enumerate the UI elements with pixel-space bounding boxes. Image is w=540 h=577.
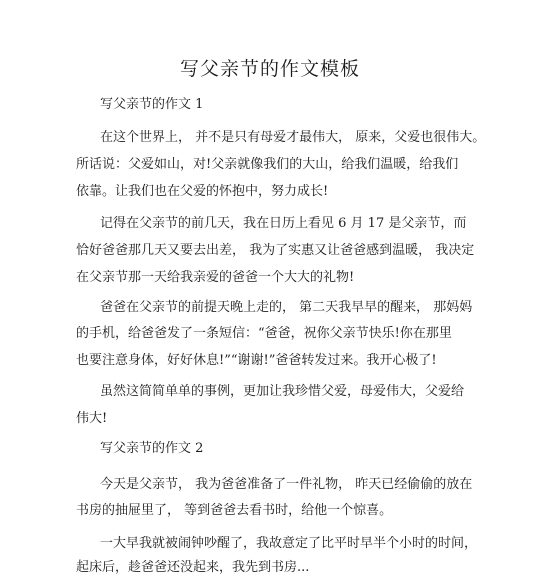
paragraph-line: 起床后，趁爸爸还没起来，我先到书房... xyxy=(76,560,310,575)
paragraph-line: 爸爸在父亲节的前提天晚上走的， 第二天我早早的醒来， 那妈妈 xyxy=(100,300,473,315)
paragraph-line: 记得在父亲节的前几天，我在日历上看见 6 月 17 是父亲节，而 xyxy=(100,216,467,231)
paragraph-line: 的手机，给爸爸发了一条短信：“爸爸，祝你父亲节快乐!你在那里 xyxy=(76,326,452,341)
paragraph-line: 一大早我就被闹钟吵醒了，我故意定了比平时早半个小时的时间， xyxy=(100,536,478,551)
paragraph-line: 依靠。让我们也在父爱的怀抱中，努力成长! xyxy=(76,184,329,199)
paragraph-line: 在父亲节那一天给我亲爱的爸爸一个大大的礼物! xyxy=(76,270,355,285)
paragraph-line: 也要注意身体，好好休息!”“谢谢!”爸爸转发过来。我开心极了! xyxy=(76,353,437,368)
paragraph-line: 恰好爸爸那几天又要去出差， 我为了实惠又让爸爸感到温暖， 我决定 xyxy=(76,243,475,258)
paragraph-line: 虽然这简简单单的事例，更加让我珍惜父爱，母爱伟大，父爱给 xyxy=(100,384,465,399)
section-heading-2: 写父亲节的作文 2 xyxy=(100,441,204,456)
paragraph-line: 所话说：父爱如山，对!父亲就像我们的大山，给我们温暖，给我们 xyxy=(76,157,459,172)
document-title: 写父亲节的作文模板 xyxy=(179,58,360,80)
section-heading-1: 写父亲节的作文 1 xyxy=(100,97,204,112)
paragraph-line: 在这个世界上， 并不是只有母爱才最伟大， 原来，父爱也很伟大。 xyxy=(100,130,486,145)
paragraph-line: 书房的抽屉里了， 等到爸爸去看书时，给他一个惊喜。 xyxy=(76,503,393,518)
paragraph-line: 今天是父亲节， 我为爸爸准备了一件礼物， 昨天已经偷偷的放在 xyxy=(100,477,473,492)
paragraph-line: 伟大! xyxy=(76,411,108,426)
